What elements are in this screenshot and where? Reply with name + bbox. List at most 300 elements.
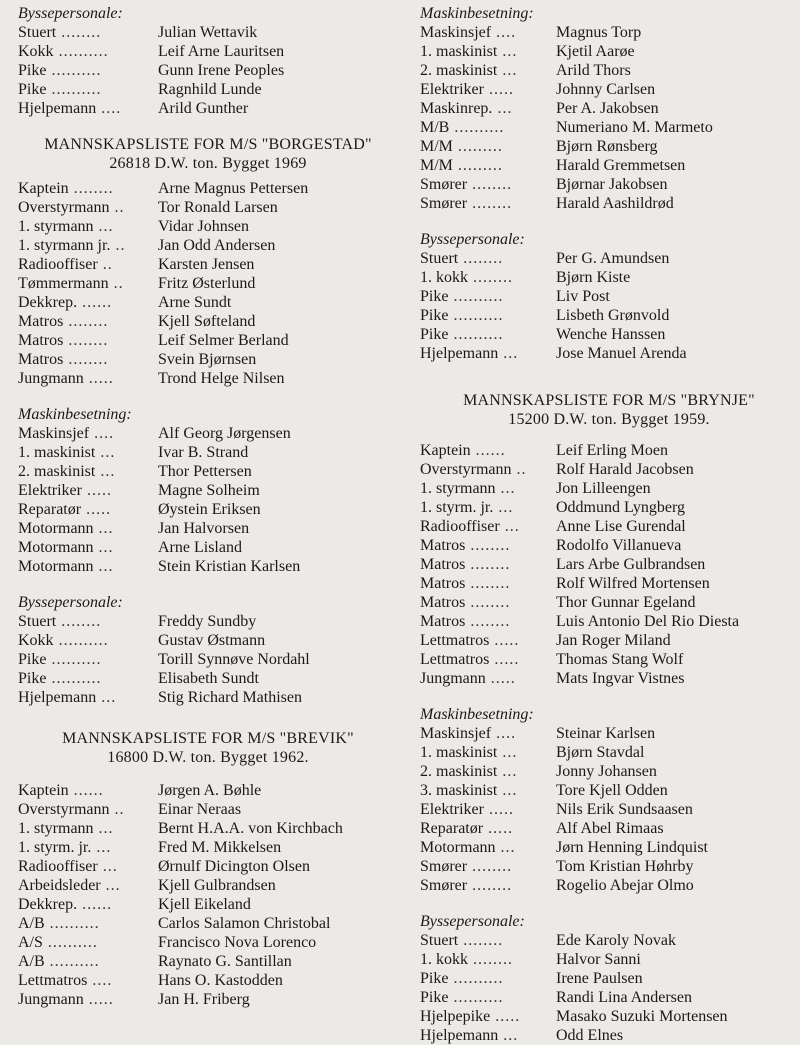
dot-leader: ... — [497, 744, 518, 761]
crew-role: Matros — [420, 575, 466, 592]
crew-role-cell — [420, 876, 556, 895]
crew-role-cell — [420, 249, 556, 268]
crew-row — [420, 194, 798, 213]
crew-row — [420, 857, 798, 876]
crew-row — [420, 287, 798, 306]
crew-name: Halvor Sanni — [556, 951, 641, 968]
dot-leader: ... — [93, 558, 114, 575]
section-subheading: Byssepersonale: — [420, 913, 525, 930]
crew-name: Stig Richard Mathisen — [158, 689, 302, 706]
ship-details: 16800 D.W. ton. Bygget 1962. — [107, 749, 309, 766]
dot-leader: .......... — [449, 119, 505, 136]
crew-name: Leif Arne Lauritsen — [158, 43, 285, 60]
crew-row — [420, 1026, 798, 1045]
crew-role-cell — [18, 424, 158, 443]
dot-leader: ... — [95, 444, 116, 461]
section-subheading: Byssepersonale: — [18, 594, 123, 611]
crew-role-cell — [18, 895, 158, 914]
crew-name: Anne Lise Gurendal — [556, 518, 686, 535]
dot-leader: ... — [97, 858, 118, 875]
crew-role-cell — [420, 612, 556, 631]
spacer — [420, 213, 798, 230]
spacer — [18, 767, 398, 781]
crew-role: Stuert — [18, 613, 57, 630]
crew-name: Bjørnar Jakobsen — [556, 176, 668, 193]
crew-role: Motormann — [18, 520, 94, 537]
dot-leader: ........ — [458, 250, 504, 267]
crew-role-cell — [420, 631, 556, 650]
dot-leader: ......... — [452, 157, 503, 174]
crew-role: Dekkrep. — [18, 294, 78, 311]
ship-heading — [18, 135, 398, 173]
crew-row — [420, 950, 798, 969]
left-column — [18, 4, 398, 1009]
crew-role-cell — [18, 857, 158, 876]
crew-name: Tom Kristian Høhrby — [556, 858, 694, 875]
crew-role-cell — [18, 971, 158, 990]
crew-role-cell — [420, 344, 556, 363]
dot-leader: ... — [95, 463, 116, 480]
crew-role-cell — [420, 194, 556, 213]
spacer — [420, 429, 798, 441]
crew-role: 1. maskinist — [18, 444, 96, 461]
crew-name: Jørgen A. Bøhle — [158, 782, 262, 799]
crew-row — [420, 669, 798, 688]
crew-role-cell — [420, 61, 556, 80]
crew-row — [18, 293, 398, 312]
dot-leader: ......... — [452, 138, 503, 155]
crew-row — [18, 61, 398, 80]
crew-name: Rolf Wilfred Mortensen — [556, 575, 710, 592]
crew-role: Dekkrep. — [18, 896, 78, 913]
crew-name: Arne Magnus Pettersen — [158, 180, 309, 197]
crew-name: Lars Arbe Gulbrandsen — [556, 556, 706, 573]
crew-name: Thomas Stang Wolf — [556, 651, 684, 668]
crew-row — [420, 460, 798, 479]
crew-row — [18, 179, 398, 198]
crew-row — [18, 781, 398, 800]
crew-role-cell — [18, 23, 158, 42]
section-subheading: Maskinbesetning: — [420, 5, 534, 22]
crew-role-cell — [420, 555, 556, 574]
crew-role-cell — [420, 80, 556, 99]
crew-row — [18, 462, 398, 481]
dot-leader: ........ — [63, 313, 109, 330]
crew-row — [420, 61, 798, 80]
dot-leader: .......... — [53, 43, 109, 60]
crew-role: M/M — [420, 138, 453, 155]
crew-role: Kaptein — [18, 180, 69, 197]
dot-leader: ... — [497, 763, 518, 780]
crew-row — [18, 80, 398, 99]
crew-row — [420, 819, 798, 838]
dot-leader: ..... — [489, 632, 520, 649]
crew-name: Harald Gremmetsen — [556, 157, 686, 174]
dot-leader: .. — [108, 275, 124, 292]
dot-leader: .......... — [448, 326, 504, 343]
crew-role-cell — [420, 287, 556, 306]
crew-row — [420, 743, 798, 762]
crew-row — [18, 895, 398, 914]
crew-role: Motormann — [18, 558, 94, 575]
dot-leader: .......... — [46, 81, 102, 98]
crew-name: Gunn Irene Peoples — [158, 62, 285, 79]
crew-row — [18, 838, 398, 857]
crew-name: Tore Kjell Odden — [556, 782, 668, 799]
crew-name: Arne Sundt — [158, 294, 232, 311]
crew-row — [18, 312, 398, 331]
crew-row — [18, 217, 398, 236]
crew-role: Pike — [18, 670, 47, 687]
crew-name: Steinar Karlsen — [556, 725, 656, 742]
dot-leader: ..... — [489, 651, 520, 668]
crew-row — [18, 236, 398, 255]
ship-heading — [18, 729, 398, 767]
crew-role-cell — [18, 179, 158, 198]
crew-row — [18, 914, 398, 933]
crew-row — [420, 574, 798, 593]
dot-leader: .... — [96, 100, 122, 117]
crew-role: Elektriker — [18, 482, 82, 499]
crew-role-cell — [420, 498, 556, 517]
crew-row — [420, 650, 798, 669]
dot-leader: ........ — [63, 332, 109, 349]
dot-leader: ... — [93, 218, 114, 235]
crew-name: Liv Post — [556, 288, 610, 305]
crew-role-cell — [420, 1026, 556, 1045]
dot-leader: ..... — [485, 670, 516, 687]
dot-leader: .... — [89, 425, 115, 442]
crew-role-cell — [18, 443, 158, 462]
crew-role: Pike — [420, 288, 449, 305]
crew-name: Rogelio Abejar Olmo — [556, 877, 694, 894]
dot-leader: ........ — [56, 24, 102, 41]
dot-leader: .......... — [448, 970, 504, 987]
dot-leader: .... — [87, 972, 113, 989]
crew-role-cell — [420, 988, 556, 1007]
crew-row — [18, 952, 398, 971]
crew-name: Torill Synnøve Nordahl — [158, 651, 310, 668]
crew-row — [420, 42, 798, 61]
crew-name: Vidar Johnsen — [158, 218, 250, 235]
crew-row — [420, 156, 798, 175]
dot-leader: .. — [110, 237, 126, 254]
spacer — [18, 576, 398, 593]
dot-leader: ... — [499, 518, 520, 535]
dot-leader: ........ — [467, 195, 513, 212]
crew-role-cell — [420, 800, 556, 819]
crew-name: Thor Gunnar Egeland — [556, 594, 696, 611]
crew-row — [420, 80, 798, 99]
crew-name: Francisco Nova Lorenco — [158, 934, 317, 951]
crew-role: Smører — [420, 195, 468, 212]
crew-name: Odd Elnes — [556, 1027, 624, 1044]
crew-role-cell — [420, 118, 556, 137]
ship-title: MANNSKAPSLISTE FOR M/S "BORGESTAD" — [44, 136, 372, 153]
crew-row — [18, 23, 398, 42]
crew-role: Smører — [420, 176, 468, 193]
dot-leader: ..... — [483, 801, 514, 818]
crew-role: 3. maskinist — [420, 782, 498, 799]
dot-leader: ... — [91, 839, 112, 856]
dot-leader: ... — [492, 100, 513, 117]
dot-leader: ... — [497, 62, 518, 79]
crew-row — [420, 724, 798, 743]
crew-role: Elektriker — [420, 81, 484, 98]
crew-role: Pike — [18, 81, 47, 98]
crew-role: Overstyrmann — [18, 801, 110, 818]
crew-row — [420, 137, 798, 156]
crew-role: Maskinsjef — [420, 24, 492, 41]
crew-name: Alf Abel Rimaas — [556, 820, 664, 837]
dot-leader: ... — [100, 877, 121, 894]
crew-name: Jørn Henning Lindquist — [556, 839, 708, 856]
crew-row — [18, 99, 398, 118]
crew-role-cell — [18, 293, 158, 312]
crew-role-cell — [18, 80, 158, 99]
crew-role-cell — [18, 650, 158, 669]
crew-name: Oddmund Lyngberg — [556, 499, 686, 516]
crew-role: Elektriker — [420, 801, 484, 818]
crew-name: Per A. Jakobsen — [556, 100, 659, 117]
crew-role: Tømmermann — [18, 275, 109, 292]
crew-name: Arne Lisland — [158, 539, 242, 556]
crew-name: Fred M. Mikkelsen — [158, 839, 282, 856]
dot-leader: ........ — [467, 176, 513, 193]
crew-role: Hjelpepike — [420, 1008, 491, 1025]
crew-role: Reparatør — [18, 501, 82, 518]
crew-name: Jonny Johansen — [556, 763, 657, 780]
spacer — [18, 388, 398, 405]
crew-role: 1. maskinist — [420, 744, 498, 761]
crew-role: 1. maskinist — [420, 43, 498, 60]
crew-row — [18, 669, 398, 688]
crew-row — [420, 612, 798, 631]
dot-leader: .......... — [44, 953, 100, 970]
crew-row — [18, 971, 398, 990]
crew-role: Kokk — [18, 43, 54, 60]
spacer — [18, 707, 398, 729]
crew-role: Matros — [420, 556, 466, 573]
spacer — [420, 895, 798, 912]
crew-role-cell — [420, 175, 556, 194]
crew-role-cell — [18, 331, 158, 350]
crew-role: Pike — [420, 326, 449, 343]
crew-role: Smører — [420, 877, 468, 894]
crew-role: Maskinsjef — [420, 725, 492, 742]
crew-role: Pike — [18, 62, 47, 79]
crew-role: Jungmann — [18, 370, 84, 387]
spacer — [420, 363, 798, 391]
crew-role: 2. maskinist — [420, 763, 498, 780]
crew-role-cell — [18, 312, 158, 331]
dot-leader: ..... — [483, 81, 514, 98]
crew-role-cell — [420, 969, 556, 988]
crew-name: Bjørn Stavdal — [556, 744, 645, 761]
crew-row — [420, 555, 798, 574]
crew-row — [420, 517, 798, 536]
crew-role-cell — [420, 762, 556, 781]
crew-row — [420, 781, 798, 800]
crew-name: Mats Ingvar Vistnes — [556, 670, 685, 687]
dot-leader: ... — [497, 782, 518, 799]
crew-role: 1. styrm. jr. — [18, 839, 92, 856]
crew-name: Magnus Torp — [556, 24, 642, 41]
crew-role: Kaptein — [420, 442, 471, 459]
dot-leader: ...... — [77, 896, 113, 913]
crew-row — [18, 538, 398, 557]
section-subheading: Maskinbesetning: — [18, 406, 132, 423]
ship-heading — [420, 391, 798, 429]
section-subheading: Byssepersonale: — [420, 231, 525, 248]
crew-name: Nils Erik Sundsaasen — [556, 801, 693, 818]
dot-leader: .... — [491, 725, 517, 742]
crew-name: Jan H. Friberg — [158, 991, 250, 1008]
crew-name: Leif Erling Moen — [556, 442, 668, 459]
crew-role-cell — [420, 931, 556, 950]
crew-row — [18, 481, 398, 500]
crew-row — [18, 500, 398, 519]
crew-role-cell — [420, 137, 556, 156]
crew-role: M/M — [420, 157, 453, 174]
crew-row — [18, 612, 398, 631]
crew-role: Lettmatros — [420, 632, 490, 649]
crew-name: Elisabeth Sundt — [158, 670, 259, 687]
crew-row — [420, 988, 798, 1007]
crew-role: Kokk — [18, 632, 54, 649]
crew-name: Øystein Eriksen — [158, 501, 261, 518]
crew-row — [18, 631, 398, 650]
crew-role: Pike — [420, 970, 449, 987]
crew-row — [18, 369, 398, 388]
crew-role: Lettmatros — [420, 651, 490, 668]
crew-role: 1. kokk — [420, 269, 468, 286]
crew-role: Jungmann — [18, 991, 84, 1008]
crew-row — [18, 274, 398, 293]
crew-role: Overstyrmann — [420, 461, 512, 478]
dot-leader: ...... — [470, 442, 506, 459]
crew-name: Raynato G. Santillan — [158, 953, 292, 970]
crew-role-cell — [18, 350, 158, 369]
crew-role-cell — [18, 781, 158, 800]
crew-role: 1. styrm. jr. — [420, 499, 494, 516]
crew-row — [18, 557, 398, 576]
crew-row — [18, 650, 398, 669]
crew-name: Ragnhild Lunde — [158, 81, 262, 98]
crew-role: 1. styrmann — [420, 480, 496, 497]
crew-name: Leif Selmer Berland — [158, 332, 289, 349]
crew-role-cell — [420, 325, 556, 344]
dot-leader: .......... — [448, 307, 504, 324]
crew-role: A/B — [18, 953, 45, 970]
crew-name: Kjetil Aarøe — [556, 43, 635, 60]
crew-name: Magne Solheim — [158, 482, 260, 499]
crew-role-cell — [420, 650, 556, 669]
dot-leader: ........ — [465, 537, 511, 554]
crew-role-cell — [420, 42, 556, 61]
crew-role: Overstyrmann — [18, 199, 110, 216]
crew-row — [18, 688, 398, 707]
crew-row — [18, 819, 398, 838]
crew-row — [18, 198, 398, 217]
crew-role: Smører — [420, 858, 468, 875]
dot-leader: .......... — [46, 651, 102, 668]
dot-leader: .. — [109, 801, 125, 818]
crew-row — [420, 876, 798, 895]
crew-name: Jose Manuel Arenda — [556, 345, 687, 362]
crew-row — [18, 876, 398, 895]
crew-name: Arild Gunther — [158, 100, 249, 117]
ship-title: MANNSKAPSLISTE FOR M/S "BREVIK" — [62, 730, 354, 747]
dot-leader: ..... — [81, 482, 112, 499]
crew-name: Tor Ronald Larsen — [158, 199, 278, 216]
crew-role-cell — [420, 23, 556, 42]
crew-row — [18, 933, 398, 952]
crew-row — [18, 331, 398, 350]
crew-role-cell — [18, 669, 158, 688]
crew-role-cell — [420, 156, 556, 175]
crew-role-cell — [420, 724, 556, 743]
crew-name: Carlos Salamon Christobal — [158, 915, 331, 932]
dot-leader: ... — [497, 43, 518, 60]
crew-name: Stein Kristian Karlsen — [158, 558, 301, 575]
crew-name: Luis Antonio Del Rio Diesta — [556, 613, 740, 630]
section-subheading: Byssepersonale: — [18, 5, 123, 22]
crew-name: Arild Thors — [556, 62, 631, 79]
crew-role: Motormann — [420, 839, 496, 856]
crew-role-cell — [420, 441, 556, 460]
crew-role-cell — [18, 42, 158, 61]
crew-role-cell — [18, 255, 158, 274]
crew-role-cell — [420, 517, 556, 536]
dot-leader: .......... — [46, 670, 102, 687]
crew-role: Matros — [18, 351, 64, 368]
crew-name: Ivar B. Strand — [158, 444, 249, 461]
dot-leader: .... — [491, 24, 517, 41]
crew-role: Arbeidsleder — [18, 877, 101, 894]
crew-row — [18, 443, 398, 462]
dot-leader: ...... — [77, 294, 113, 311]
crew-role: Radiooffiser — [18, 256, 98, 273]
crew-row — [420, 498, 798, 517]
crew-role-cell — [18, 557, 158, 576]
crew-row — [18, 800, 398, 819]
crew-role: Hjelpemann — [18, 100, 97, 117]
crew-role: Lettmatros — [18, 972, 88, 989]
crew-name: Kjell Eikeland — [158, 896, 251, 913]
dot-leader: ... — [495, 839, 516, 856]
crew-name: Harald Aashildrød — [556, 195, 674, 212]
crew-row — [420, 118, 798, 137]
crew-role-cell — [18, 538, 158, 557]
dot-leader: .......... — [44, 915, 100, 932]
crew-role: Maskinsjef — [18, 425, 90, 442]
crew-role-cell — [420, 479, 556, 498]
crew-name: Jan Roger Miland — [556, 632, 671, 649]
crew-role-cell — [420, 99, 556, 118]
dot-leader: .......... — [42, 934, 98, 951]
crew-row — [18, 990, 398, 1009]
crew-role-cell — [18, 519, 158, 538]
crew-name: Fritz Østerlund — [158, 275, 256, 292]
crew-row — [420, 762, 798, 781]
crew-name: Johnny Carlsen — [556, 81, 656, 98]
crew-name: Alf Georg Jørgensen — [158, 425, 291, 442]
crew-role-cell — [18, 369, 158, 388]
crew-name: Kjell Gulbrandsen — [158, 877, 276, 894]
crew-role: Reparatør — [420, 820, 484, 837]
crew-row — [420, 306, 798, 325]
